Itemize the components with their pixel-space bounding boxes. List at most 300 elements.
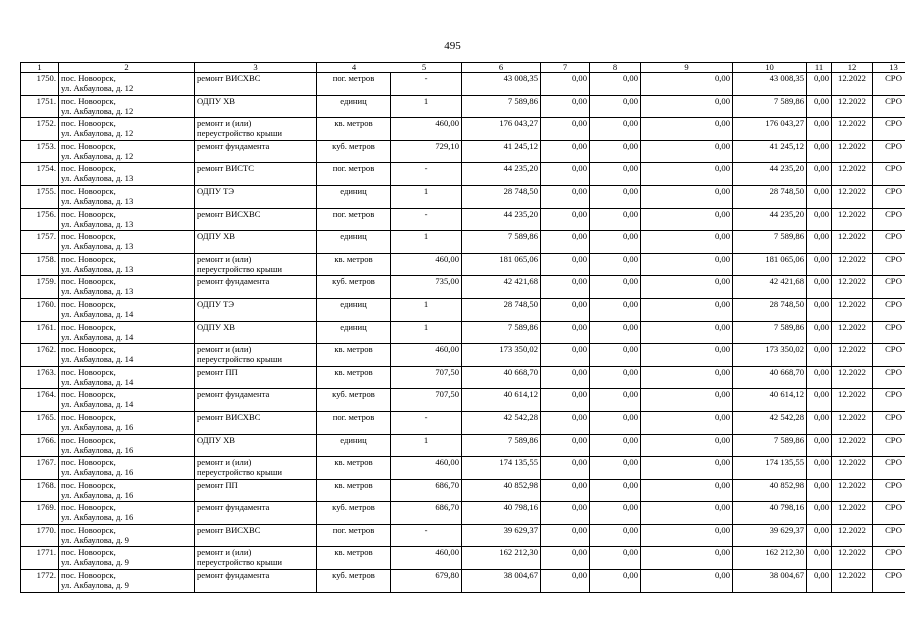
completion-date-cell: 12.2022 — [832, 73, 873, 96]
work-line-2: переустройство крыши — [197, 354, 282, 365]
total-cost-cell: 7 589,86 — [462, 95, 541, 118]
local-funds-cell: 0,00 — [641, 344, 733, 367]
owner-funds-cell: 44 235,20 — [733, 163, 807, 186]
method-cell: СРО — [873, 502, 905, 525]
regional-funds-cell: 0,00 — [590, 185, 641, 208]
completion-date-cell: 12.2022 — [832, 253, 873, 276]
method-cell: СРО — [873, 389, 905, 412]
work-line-1: ремонт ПП — [197, 479, 238, 490]
unit-cell: куб. метров — [317, 502, 391, 525]
table-row — [21, 344, 905, 367]
completion-date-cell: 12.2022 — [832, 140, 873, 163]
quantity-cell: 735,00 — [391, 276, 462, 299]
method-cell: СРО — [873, 95, 905, 118]
method-cell: СРО — [873, 276, 905, 299]
completion-date-cell: 12.2022 — [832, 524, 873, 547]
owner-funds-cell: 181 065,06 — [733, 253, 807, 276]
federal-funds-cell: 0,00 — [541, 140, 590, 163]
work-type-cell — [195, 389, 317, 412]
table-row — [21, 434, 905, 457]
settlement-text: пос. Новоорск, — [61, 502, 116, 513]
completion-date-cell: 12.2022 — [832, 95, 873, 118]
completion-date-cell: 12.2022 — [832, 321, 873, 344]
row-number-cell: 1761. — [21, 321, 59, 344]
method-cell: СРО — [873, 231, 905, 254]
local-funds-cell: 0,00 — [641, 502, 733, 525]
owner-funds-cell: 44 235,20 — [733, 208, 807, 231]
settlement-text: пос. Новоорск, — [61, 73, 116, 83]
settlement-text: пос. Новоорск, — [61, 118, 116, 129]
regional-funds-cell: 0,00 — [590, 570, 641, 593]
street-text: ул. Акбаулова, д. 12 — [61, 83, 134, 93]
other-funds-cell: 0,00 — [807, 502, 832, 525]
work-type-cell — [195, 73, 317, 96]
quantity-cell: 707,50 — [391, 389, 462, 412]
owner-funds-cell: 7 589,86 — [733, 321, 807, 344]
unit-cell: пог. метров — [317, 208, 391, 231]
unit-cell: единиц — [317, 321, 391, 344]
federal-funds-cell: 0,00 — [541, 344, 590, 367]
table-row — [21, 411, 905, 434]
method-cell: СРО — [873, 547, 905, 570]
work-line-2: переустройство крыши — [197, 263, 282, 274]
table-row — [21, 118, 905, 141]
federal-funds-cell: 0,00 — [541, 253, 590, 276]
column-header: 10 — [733, 63, 807, 73]
settlement-text: пос. Новоорск, — [61, 366, 116, 377]
regional-funds-cell: 0,00 — [590, 95, 641, 118]
settlement-text: пос. Новоорск, — [61, 570, 116, 581]
federal-funds-cell: 0,00 — [541, 502, 590, 525]
settlement-text: пос. Новоорск, — [61, 140, 116, 151]
address-cell — [59, 185, 195, 208]
street-text: ул. Акбаулова, д. 13 — [61, 195, 134, 206]
federal-funds-cell: 0,00 — [541, 457, 590, 480]
street-text: ул. Акбаулова, д. 13 — [61, 286, 134, 297]
federal-funds-cell: 0,00 — [541, 479, 590, 502]
other-funds-cell: 0,00 — [807, 298, 832, 321]
quantity-cell: 1 — [391, 231, 462, 254]
method-cell: СРО — [873, 321, 905, 344]
method-cell: СРО — [873, 140, 905, 163]
total-cost-cell: 40 798,16 — [462, 502, 541, 525]
work-type-cell — [195, 95, 317, 118]
work-type-cell — [195, 163, 317, 186]
address-cell — [59, 389, 195, 412]
federal-funds-cell: 0,00 — [541, 163, 590, 186]
work-line-2: переустройство крыши — [197, 557, 282, 568]
table-row — [21, 570, 905, 593]
work-line-1: ремонт фундамента — [197, 570, 270, 581]
address-cell — [59, 344, 195, 367]
total-cost-cell: 40 852,98 — [462, 479, 541, 502]
quantity-cell: 460,00 — [391, 457, 462, 480]
street-text: ул. Акбаулова, д. 9 — [61, 557, 129, 568]
regional-funds-cell: 0,00 — [590, 389, 641, 412]
federal-funds-cell: 0,00 — [541, 276, 590, 299]
work-type-cell — [195, 524, 317, 547]
table-row — [21, 524, 905, 547]
unit-cell: куб. метров — [317, 570, 391, 593]
settlement-text: пос. Новоорск, — [61, 276, 116, 287]
row-number-cell: 1763. — [21, 366, 59, 389]
regional-funds-cell: 0,00 — [590, 547, 641, 570]
work-line-1: ремонт ВИСХВС — [197, 208, 261, 219]
street-text: ул. Акбаулова, д. 13 — [61, 218, 134, 229]
completion-date-cell: 12.2022 — [832, 434, 873, 457]
work-line-1: ремонт ВИСХВС — [197, 73, 261, 83]
federal-funds-cell: 0,00 — [541, 185, 590, 208]
method-cell: СРО — [873, 411, 905, 434]
row-number-cell: 1755. — [21, 185, 59, 208]
owner-funds-cell: 42 542,28 — [733, 411, 807, 434]
work-line-1: ремонт и (или) — [197, 457, 252, 468]
column-header: 11 — [807, 63, 832, 73]
quantity-cell: 460,00 — [391, 547, 462, 570]
other-funds-cell: 0,00 — [807, 524, 832, 547]
method-cell: СРО — [873, 185, 905, 208]
row-number-cell: 1762. — [21, 344, 59, 367]
work-line-1: ремонт фундамента — [197, 140, 270, 151]
row-number-cell: 1764. — [21, 389, 59, 412]
table-row — [21, 140, 905, 163]
work-line-1: ОДПУ ХВ — [197, 434, 236, 445]
address-cell — [59, 366, 195, 389]
regional-funds-cell: 0,00 — [590, 118, 641, 141]
local-funds-cell: 0,00 — [641, 208, 733, 231]
row-number-cell: 1750. — [21, 73, 59, 96]
work-line-1: ремонт и (или) — [197, 344, 252, 355]
unit-cell: пог. метров — [317, 163, 391, 186]
settlement-text: пос. Новоорск, — [61, 344, 116, 355]
local-funds-cell: 0,00 — [641, 457, 733, 480]
method-cell: СРО — [873, 570, 905, 593]
quantity-cell: - — [391, 208, 462, 231]
address-cell — [59, 231, 195, 254]
work-type-cell — [195, 570, 317, 593]
column-header-5: 5 — [421, 62, 427, 72]
column-header-4: 4 — [351, 62, 357, 72]
work-line-1: ремонт ВИСТС — [197, 163, 255, 174]
table-row — [21, 502, 905, 525]
address-cell — [59, 208, 195, 231]
address-cell — [59, 118, 195, 141]
regional-funds-cell: 0,00 — [590, 479, 641, 502]
total-cost-cell: 44 235,20 — [462, 208, 541, 231]
other-funds-cell: 0,00 — [807, 570, 832, 593]
row-number-cell: 1771. — [21, 547, 59, 570]
owner-funds-cell: 176 043,27 — [733, 118, 807, 141]
quantity-cell: 686,70 — [391, 502, 462, 525]
completion-date-cell: 12.2022 — [832, 118, 873, 141]
quantity-cell: 1 — [391, 95, 462, 118]
settlement-text: пос. Новоорск, — [61, 479, 116, 490]
completion-date-cell: 12.2022 — [832, 163, 873, 186]
work-type-cell — [195, 140, 317, 163]
quantity-cell: 686,70 — [391, 479, 462, 502]
quantity-cell: 679,80 — [391, 570, 462, 593]
regional-funds-cell: 0,00 — [590, 344, 641, 367]
method-cell: СРО — [873, 73, 905, 96]
work-line-1: ремонт ВИСХВС — [197, 524, 261, 535]
owner-funds-cell: 41 245,12 — [733, 140, 807, 163]
owner-funds-cell: 7 589,86 — [733, 231, 807, 254]
address-cell — [59, 524, 195, 547]
address-cell — [59, 457, 195, 480]
method-cell: СРО — [873, 298, 905, 321]
other-funds-cell: 0,00 — [807, 276, 832, 299]
settlement-text: пос. Новоорск, — [61, 298, 116, 309]
street-text: ул. Акбаулова, д. 16 — [61, 512, 134, 523]
federal-funds-cell: 0,00 — [541, 389, 590, 412]
quantity-cell: - — [391, 524, 462, 547]
other-funds-cell: 0,00 — [807, 231, 832, 254]
row-number-cell: 1754. — [21, 163, 59, 186]
owner-funds-cell: 40 798,16 — [733, 502, 807, 525]
federal-funds-cell: 0,00 — [541, 73, 590, 96]
address-cell — [59, 321, 195, 344]
street-text: ул. Акбаулова, д. 16 — [61, 444, 134, 455]
address-cell — [59, 163, 195, 186]
table-row — [21, 298, 905, 321]
settlement-text: пос. Новоорск, — [61, 524, 116, 535]
quantity-cell: 460,00 — [391, 344, 462, 367]
settlement-text: пос. Новоорск, — [61, 547, 116, 558]
unit-cell: единиц — [317, 298, 391, 321]
federal-funds-cell: 0,00 — [541, 208, 590, 231]
work-type-cell — [195, 366, 317, 389]
row-number-cell: 1759. — [21, 276, 59, 299]
other-funds-cell: 0,00 — [807, 208, 832, 231]
method-cell: СРО — [873, 344, 905, 367]
completion-date-cell: 12.2022 — [832, 389, 873, 412]
local-funds-cell: 0,00 — [641, 95, 733, 118]
completion-date-cell: 12.2022 — [832, 344, 873, 367]
settlement-text: пос. Новоорск, — [61, 434, 116, 445]
other-funds-cell: 0,00 — [807, 321, 832, 344]
total-cost-cell: 28 748,50 — [462, 185, 541, 208]
address-cell — [59, 411, 195, 434]
owner-funds-cell: 39 629,37 — [733, 524, 807, 547]
completion-date-cell: 12.2022 — [832, 502, 873, 525]
local-funds-cell: 0,00 — [641, 140, 733, 163]
address-cell — [59, 434, 195, 457]
street-text: ул. Акбаулова, д. 16 — [61, 421, 134, 432]
completion-date-cell: 12.2022 — [832, 547, 873, 570]
unit-cell: куб. метров — [317, 140, 391, 163]
local-funds-cell: 0,00 — [641, 411, 733, 434]
street-text: ул. Акбаулова, д. 13 — [61, 241, 134, 252]
federal-funds-cell: 0,00 — [541, 366, 590, 389]
quantity-cell: 1 — [391, 321, 462, 344]
completion-date-cell: 12.2022 — [832, 411, 873, 434]
owner-funds-cell: 173 350,02 — [733, 344, 807, 367]
address-cell — [59, 298, 195, 321]
table-row — [21, 73, 905, 96]
regional-funds-cell: 0,00 — [590, 208, 641, 231]
local-funds-cell: 0,00 — [641, 253, 733, 276]
work-line-1: ОДПУ ТЭ — [197, 298, 235, 309]
unit-cell: кв. метров — [317, 479, 391, 502]
work-type-cell — [195, 502, 317, 525]
address-cell — [59, 276, 195, 299]
work-line-1: ОДПУ ХВ — [197, 321, 236, 332]
address-cell — [59, 547, 195, 570]
column-header: 3 — [195, 63, 317, 73]
local-funds-cell: 0,00 — [641, 73, 733, 96]
regional-funds-cell: 0,00 — [590, 253, 641, 276]
table-row — [21, 208, 905, 231]
local-funds-cell: 0,00 — [641, 321, 733, 344]
unit-cell: кв. метров — [317, 457, 391, 480]
address-cell — [59, 479, 195, 502]
street-text: ул. Акбаулова, д. 12 — [61, 105, 134, 116]
federal-funds-cell: 0,00 — [541, 434, 590, 457]
settlement-text: пос. Новоорск, — [61, 95, 116, 106]
street-text: ул. Акбаулова, д. 12 — [61, 150, 134, 161]
federal-funds-cell: 0,00 — [541, 547, 590, 570]
completion-date-cell: 12.2022 — [832, 208, 873, 231]
column-header: 7 — [541, 63, 590, 73]
address-cell — [59, 502, 195, 525]
local-funds-cell: 0,00 — [641, 163, 733, 186]
unit-cell: единиц — [317, 95, 391, 118]
row-number-cell: 1757. — [21, 231, 59, 254]
settlement-text: пос. Новоорск, — [61, 411, 116, 422]
work-type-cell — [195, 321, 317, 344]
table-row — [21, 163, 905, 186]
federal-funds-cell: 0,00 — [541, 524, 590, 547]
table-row — [21, 457, 905, 480]
quantity-cell: - — [391, 73, 462, 96]
method-cell: СРО — [873, 479, 905, 502]
work-line-1: ремонт фундамента — [197, 276, 270, 287]
unit-cell: кв. метров — [317, 366, 391, 389]
unit-cell: единиц — [317, 231, 391, 254]
table-row — [21, 95, 905, 118]
table-row — [21, 231, 905, 254]
federal-funds-cell: 0,00 — [541, 118, 590, 141]
completion-date-cell: 12.2022 — [832, 570, 873, 593]
owner-funds-cell: 40 852,98 — [733, 479, 807, 502]
federal-funds-cell: 0,00 — [541, 321, 590, 344]
work-line-1: ремонт ПП — [197, 366, 238, 377]
settlement-text: пос. Новоорск, — [61, 163, 116, 174]
work-line-1: ремонт фундамента — [197, 502, 270, 513]
quantity-cell: 707,50 — [391, 366, 462, 389]
regional-funds-cell: 0,00 — [590, 298, 641, 321]
row-number-cell: 1769. — [21, 502, 59, 525]
total-cost-cell: 44 235,20 — [462, 163, 541, 186]
unit-cell: кв. метров — [317, 344, 391, 367]
other-funds-cell: 0,00 — [807, 457, 832, 480]
completion-date-cell: 12.2022 — [832, 185, 873, 208]
unit-cell: пог. метров — [317, 73, 391, 96]
street-text: ул. Акбаулова, д. 14 — [61, 308, 134, 319]
work-type-cell — [195, 185, 317, 208]
other-funds-cell: 0,00 — [807, 253, 832, 276]
table-row — [21, 253, 905, 276]
street-text: ул. Акбаулова, д. 9 — [61, 534, 129, 545]
unit-cell: кв. метров — [317, 547, 391, 570]
other-funds-cell: 0,00 — [807, 479, 832, 502]
federal-funds-cell: 0,00 — [541, 411, 590, 434]
total-cost-cell: 7 589,86 — [462, 321, 541, 344]
owner-funds-cell: 7 589,86 — [733, 434, 807, 457]
column-header: 13 — [873, 63, 905, 73]
regional-funds-cell: 0,00 — [590, 140, 641, 163]
quantity-cell: - — [391, 163, 462, 186]
local-funds-cell: 0,00 — [641, 547, 733, 570]
street-text: ул. Акбаулова, д. 13 — [61, 173, 134, 184]
unit-cell: кв. метров — [317, 118, 391, 141]
work-line-1: ремонт и (или) — [197, 118, 252, 129]
local-funds-cell: 0,00 — [641, 118, 733, 141]
address-cell — [59, 253, 195, 276]
regional-funds-cell: 0,00 — [590, 321, 641, 344]
work-line-1: ОДПУ ТЭ — [197, 185, 235, 196]
method-cell: СРО — [873, 208, 905, 231]
row-number-cell: 1756. — [21, 208, 59, 231]
local-funds-cell: 0,00 — [641, 298, 733, 321]
other-funds-cell: 0,00 — [807, 118, 832, 141]
column-header: 9 — [641, 63, 733, 73]
completion-date-cell: 12.2022 — [832, 276, 873, 299]
completion-date-cell: 12.2022 — [832, 366, 873, 389]
other-funds-cell: 0,00 — [807, 547, 832, 570]
settlement-text: пос. Новоорск, — [61, 208, 116, 219]
regional-funds-cell: 0,00 — [590, 411, 641, 434]
quantity-cell: 1 — [391, 298, 462, 321]
row-number-cell: 1767. — [21, 457, 59, 480]
method-cell: СРО — [873, 118, 905, 141]
street-text: ул. Акбаулова, д. 12 — [61, 128, 134, 139]
total-cost-cell: 38 004,67 — [462, 570, 541, 593]
federal-funds-cell: 0,00 — [541, 231, 590, 254]
row-number-cell: 1766. — [21, 434, 59, 457]
settlement-text: пос. Новоорск, — [61, 185, 116, 196]
work-type-cell — [195, 434, 317, 457]
regional-funds-cell: 0,00 — [590, 524, 641, 547]
work-type-cell — [195, 276, 317, 299]
row-number-cell: 1760. — [21, 298, 59, 321]
owner-funds-cell: 28 748,50 — [733, 185, 807, 208]
row-number-cell: 1753. — [21, 140, 59, 163]
address-cell — [59, 140, 195, 163]
quantity-cell: - — [391, 411, 462, 434]
federal-funds-cell: 0,00 — [541, 298, 590, 321]
work-type-cell — [195, 208, 317, 231]
local-funds-cell: 0,00 — [641, 434, 733, 457]
method-cell: СРО — [873, 434, 905, 457]
local-funds-cell: 0,00 — [641, 231, 733, 254]
completion-date-cell: 12.2022 — [832, 457, 873, 480]
method-cell: СРО — [873, 457, 905, 480]
local-funds-cell: 0,00 — [641, 479, 733, 502]
settlement-text: пос. Новоорск, — [61, 389, 116, 400]
work-type-cell — [195, 231, 317, 254]
method-cell: СРО — [873, 253, 905, 276]
work-line-2: переустройство крыши — [197, 467, 282, 478]
regional-funds-cell: 0,00 — [590, 163, 641, 186]
total-cost-cell: 173 350,02 — [462, 344, 541, 367]
column-header — [317, 63, 462, 73]
other-funds-cell: 0,00 — [807, 344, 832, 367]
row-number-cell: 1768. — [21, 479, 59, 502]
other-funds-cell: 0,00 — [807, 140, 832, 163]
other-funds-cell: 0,00 — [807, 389, 832, 412]
work-type-cell — [195, 298, 317, 321]
